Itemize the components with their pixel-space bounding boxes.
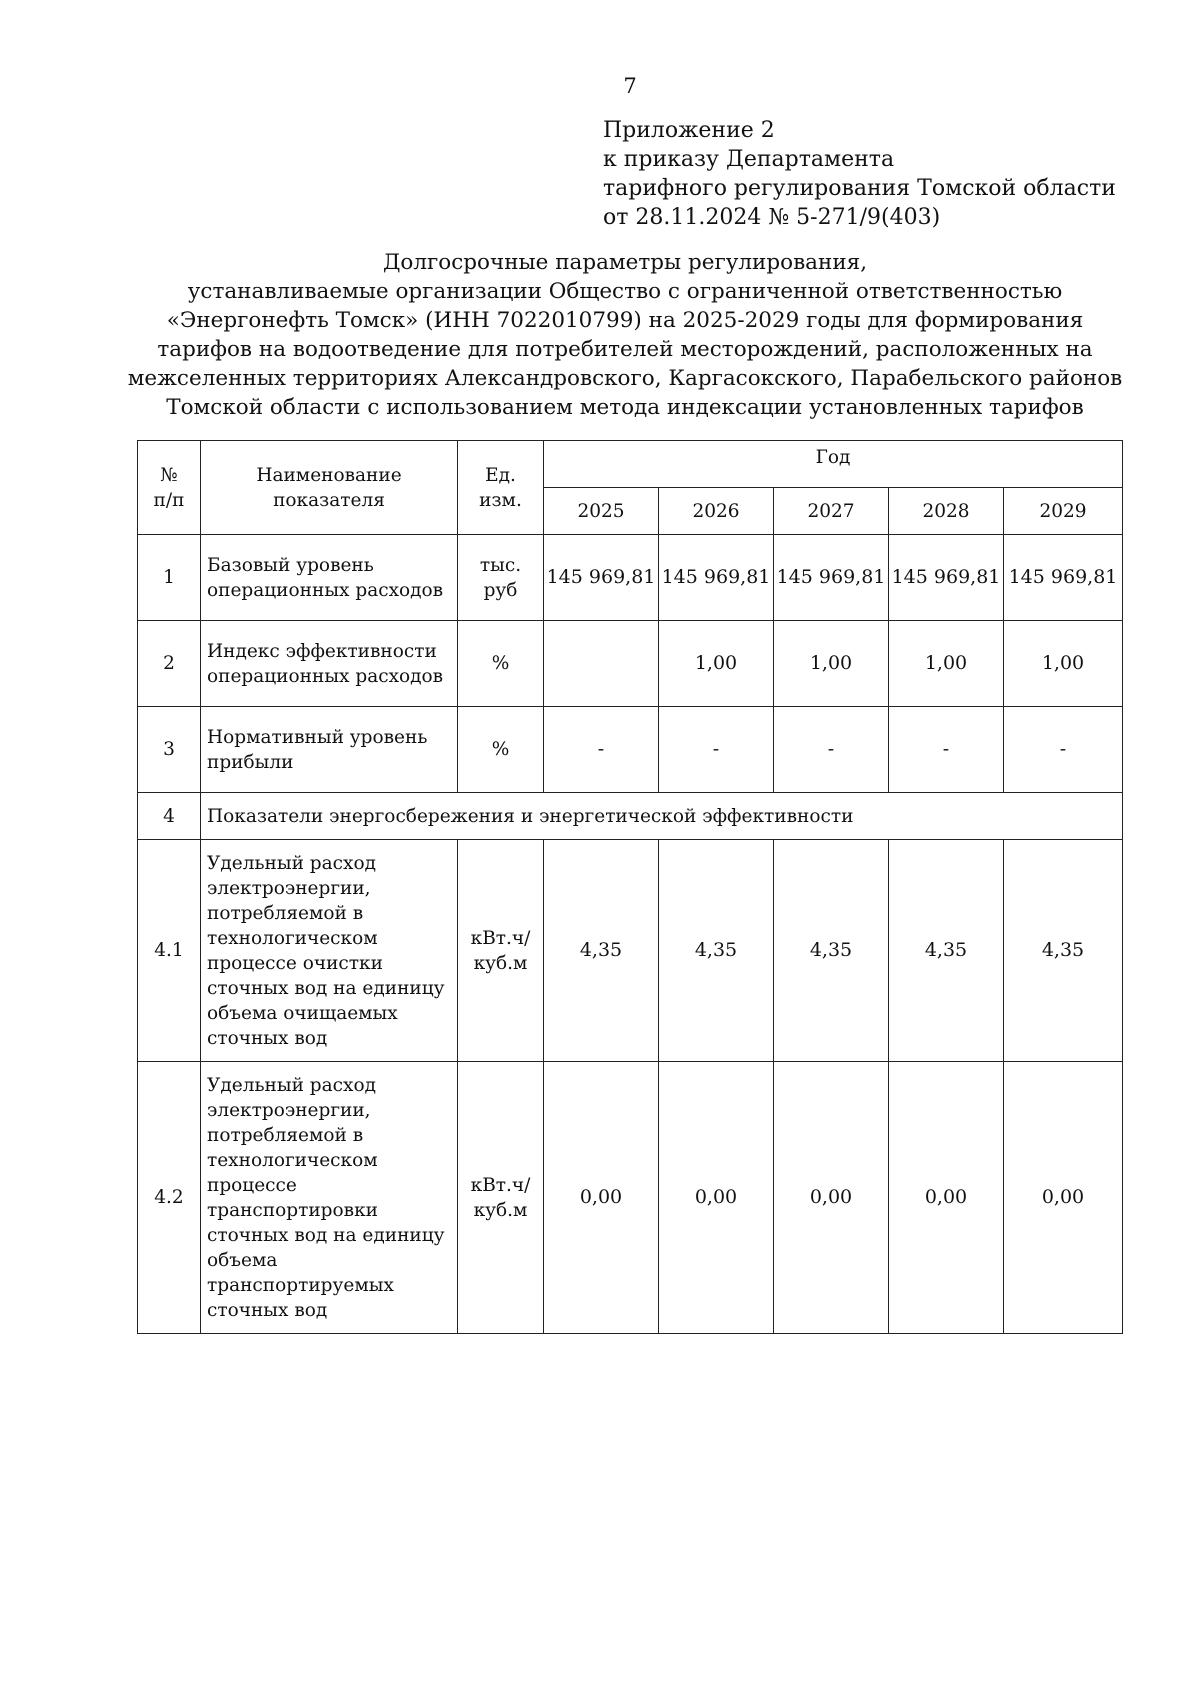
row-name-line: потребляемой в — [207, 902, 364, 924]
appendix-line: от 28.11.2024 № 5-271/9(403) — [603, 205, 941, 230]
row-name — [201, 1062, 458, 1334]
header-year-cell: 2027 — [774, 488, 889, 535]
header-year: Год — [544, 441, 1123, 488]
header-year-cell: 2025 — [544, 488, 659, 535]
header-num-line: № — [160, 464, 178, 486]
header-unit-line: Ед. — [485, 464, 516, 486]
table-row — [138, 707, 1123, 793]
row-value: 1,00 — [659, 621, 774, 707]
row-name — [201, 707, 458, 793]
row-unit-line: кВт.ч/ — [470, 927, 531, 949]
row-value: - — [889, 707, 1004, 793]
row-name-line: потребляемой в — [207, 1124, 364, 1146]
row-name-line: сточных вод на единицу — [207, 1224, 445, 1246]
appendix-line: к приказу Департамента — [603, 147, 895, 172]
table-section-row — [138, 793, 1123, 840]
parameters-table — [137, 440, 1123, 1334]
row-number: 3 — [138, 707, 201, 793]
row-value: 145 969,81 — [544, 535, 659, 621]
header-name-line: показателя — [273, 489, 385, 511]
row-value: 4,35 — [659, 840, 774, 1062]
table-row — [138, 621, 1123, 707]
row-name — [201, 535, 458, 621]
title-line: Долгосрочные параметры регулирования, — [382, 250, 868, 275]
row-number: 4.1 — [138, 840, 201, 1062]
row-unit-line: куб.м — [473, 952, 528, 974]
row-unit — [458, 707, 544, 793]
title-line: Томской области с использованием метода индексации установленных тарифов — [166, 395, 1084, 420]
row-name-line: транспортировки — [207, 1199, 378, 1221]
row-name-line: Удельный расход — [207, 1074, 376, 1096]
row-value: - — [659, 707, 774, 793]
header-name — [201, 441, 458, 535]
section-title: Показатели энергосбережения и энергетической эффективности — [201, 793, 1123, 840]
header-num-line: п/п — [153, 489, 185, 511]
row-unit-line: куб.м — [473, 1199, 528, 1221]
row-value: - — [774, 707, 889, 793]
appendix-line: Приложение 2 — [603, 118, 775, 143]
table-row — [138, 840, 1123, 1062]
row-number: 1 — [138, 535, 201, 621]
row-name-line: транспортируемых — [207, 1274, 394, 1296]
row-name-line: Базовый уровень — [207, 554, 374, 576]
row-value: 4,35 — [544, 840, 659, 1062]
header-year-cell: 2028 — [889, 488, 1004, 535]
table-row — [138, 1062, 1123, 1334]
row-name — [201, 621, 458, 707]
title-line: тарифов на водоотведение для потребителей месторождений, расположенных на — [157, 337, 1093, 362]
row-value: 145 969,81 — [774, 535, 889, 621]
row-name-line: электроэнергии, — [207, 877, 371, 899]
row-value: 145 969,81 — [889, 535, 1004, 621]
row-name-line: сточных вод на единицу — [207, 977, 445, 999]
row-name-line: объема очищаемых — [207, 1002, 398, 1024]
header-unit-line: изм. — [479, 489, 522, 511]
header-year-cell: 2029 — [1004, 488, 1123, 535]
row-name-line: Индекс эффективности — [207, 640, 437, 662]
row-number: 4.2 — [138, 1062, 201, 1334]
header-name-line: Наименование — [256, 464, 402, 486]
row-name-line: электроэнергии, — [207, 1099, 371, 1121]
row-unit — [458, 840, 544, 1062]
row-value: 4,35 — [774, 840, 889, 1062]
appendix-block — [603, 116, 1116, 232]
row-name-line: процессе — [207, 1174, 297, 1196]
row-value: 0,00 — [544, 1062, 659, 1334]
row-unit — [458, 1062, 544, 1334]
row-name-line: технологическом — [207, 1149, 378, 1171]
header-num — [138, 441, 201, 535]
row-name-line: операционных расходов — [207, 579, 444, 601]
header-row — [138, 441, 1123, 488]
page-number: 7 — [623, 74, 637, 98]
row-unit-line: % — [491, 739, 510, 760]
row-value: 1,00 — [1004, 621, 1123, 707]
row-unit-line: % — [491, 653, 510, 674]
row-unit — [458, 535, 544, 621]
row-value: 0,00 — [1004, 1062, 1123, 1334]
row-value: 0,00 — [659, 1062, 774, 1334]
appendix-line: тарифного регулирования Томской области — [603, 176, 1116, 201]
row-value: 1,00 — [889, 621, 1004, 707]
row-value: 1,00 — [774, 621, 889, 707]
row-name-line: Нормативный уровень — [207, 726, 428, 748]
row-value — [544, 621, 659, 707]
title-line: межселенных территориях Александровского, Каргасокского, Парабельского районов — [127, 366, 1123, 391]
row-name-line: сточных вод — [207, 1027, 328, 1049]
row-unit-line: тыс. — [479, 554, 522, 576]
row-value: - — [544, 707, 659, 793]
row-name — [201, 840, 458, 1062]
table-row — [138, 535, 1123, 621]
row-name-line: технологическом — [207, 927, 378, 949]
row-number: 2 — [138, 621, 201, 707]
header-year-cell: 2026 — [659, 488, 774, 535]
row-name-line: Удельный расход — [207, 852, 376, 874]
title-line: устанавливаемые организации Общество с ограниченной ответственностью — [187, 279, 1063, 304]
row-value: 0,00 — [889, 1062, 1004, 1334]
row-value: 4,35 — [889, 840, 1004, 1062]
title-line: «Энергонефть Томск» (ИНН 7022010799) на 2025-2029 годы для формирования — [166, 308, 1084, 333]
row-name-line: операционных расходов — [207, 665, 444, 687]
row-name-line: процессе очистки — [207, 952, 383, 974]
row-name-line: сточных вод — [207, 1299, 328, 1321]
row-value: 0,00 — [774, 1062, 889, 1334]
document-title — [100, 248, 1150, 422]
header-unit — [458, 441, 544, 535]
row-name-line: объема — [207, 1249, 278, 1271]
row-value: 145 969,81 — [659, 535, 774, 621]
row-unit — [458, 621, 544, 707]
row-value: - — [1004, 707, 1123, 793]
row-value: 145 969,81 — [1004, 535, 1123, 621]
row-number: 4 — [138, 793, 201, 840]
row-unit-line: руб — [483, 579, 518, 601]
row-name-line: прибыли — [207, 751, 294, 773]
row-value: 4,35 — [1004, 840, 1123, 1062]
row-unit-line: кВт.ч/ — [470, 1174, 531, 1196]
